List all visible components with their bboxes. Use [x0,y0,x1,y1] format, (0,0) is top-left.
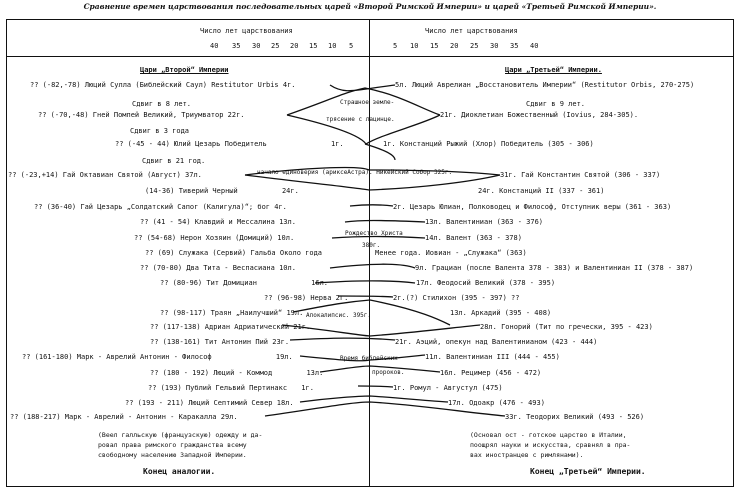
left-ruler-row: ?? (-45 - 44) Юлий Цезарь Победитель 1г. [115,140,344,148]
shift-label: Сдвиг в 8 лет. [132,100,192,108]
right-column-header: Цари „Третьей“ Империи. [505,66,602,74]
shift-label: Сдвиг в 21 год. [142,157,206,165]
left-tick: 25 [271,42,280,50]
annotation: 380г. [362,242,381,249]
figure-caption: Сравнение времен царствования последовательных царей «Второй Римской Империи» и царей «Третьей Римской Империи». [83,2,657,11]
right-tick: 30 [490,42,499,50]
right-tick: 10 [410,42,419,50]
left-ruler-row: ?? (36-40) Гай Цезарь „Солдатский Сапог (Калигула)“; бог 4г. [34,203,287,211]
left-footnote-line: (Веел галльскую (французскую) одежду и да- [98,431,263,439]
left-tick: 35 [232,42,241,50]
right-tick: 40 [530,42,539,50]
annotation: Апокалипсис. 395г. [306,312,372,319]
right-ruler-row: 2г.(?) Стилихон (395 - 397) ?? [393,294,520,302]
left-axis-title: Число лет царствования [200,27,293,35]
right-ruler-row: 1г. Ромул - Августул (475) [393,384,503,392]
annotation: трясение с лацинце. [326,116,395,123]
right-ruler-row: 33г. Теодорих Великий (493 - 526) [505,413,645,421]
left-ruler-row: ?? (98-117) Траян „Наилучший“ 19л. [160,309,304,317]
right-ruler-row: 1г. Констанций Рыжий (Хлор) Победитель (305 - 306) [383,140,594,148]
left-ruler-row: ?? (96-98) Нерва 2г. [264,294,349,302]
right-end-label: Конец „Третьей“ Империи. [530,467,646,476]
right-tick: 20 [450,42,459,50]
right-footnote-line: поощрял науки и искусства, сравнял в пра- [470,441,631,449]
curve-pair-7 [350,205,393,206]
left-ruler-row: (14-36) Тиверий Черный 24г. [145,187,299,195]
left-tick: 15 [309,42,318,50]
curve-pair-19 [300,396,448,402]
curve-pair-14 [282,325,480,336]
left-ruler-row: ?? (54-68) Нерон Хозяин (Домиций) 10л. [134,234,295,242]
left-tick: 20 [290,42,299,50]
curve-pair-11 [315,281,415,283]
right-ruler-row: 5л. Люций Аврелиан „Восстановитель Империи“ (Restitutor Orbis, 270-275) [395,81,695,89]
left-ruler-row: ?? (-82,-78) Люций Сулла (Библейский Саул) Restitutor Urbis 4г. [30,81,296,89]
left-ruler-row: ?? (41 - 54) Клавдий и Мессалина 13л. [140,218,296,226]
left-ruler-row: ?? (180 - 192) Люций - Коммод 13л. [150,369,324,377]
right-ruler-row: 13л. Аркадий (395 - 408) [450,309,552,317]
right-axis-title: Число лет царствования [425,27,518,35]
left-column-header: Цари „Второй“ Империи [140,66,229,74]
left-tick: 5 [349,42,354,50]
right-footnote-line: (Основал ост - готское царство в Италии, [470,431,627,439]
shift-label: Сдвиг в 9 лет. [526,100,586,108]
right-ruler-row: 2г. Цезарь Юлиан, Полководец и Философ, Отступник веры (361 - 363) [393,203,672,211]
right-tick: 25 [470,42,479,50]
left-ruler-row: ?? (-23,+14) Гай Октавиан Святой (Август) 37л. [8,171,202,179]
right-ruler-row: 21г. Аэций, опекун над Валентинианом (423 - 444) [395,338,598,346]
right-ruler-row: 16л. Рецимер (456 - 472) [440,369,542,377]
right-ruler-row: 14л. Валент (363 - 378) [425,234,522,242]
right-tick: 15 [430,42,439,50]
right-tick: 5 [393,42,398,50]
left-ruler-row: ?? (80-96) Тит Домициан 16л. [160,279,329,287]
annotation: Время библейских [340,355,398,362]
annotation: начало единоверия (ариксеАстра). Никейский Собор 325г. [257,169,453,176]
shift-label: Сдвиг в 3 года [130,127,190,135]
right-footnote-line: вах иностранцев с римлянами). [470,451,584,459]
left-ruler-row: ?? (138-161) Тит Антонин Пий 23г. [150,338,290,346]
curve-pair-10 [330,264,415,268]
left-ruler-row: ?? (161-180) Марк - Аврелий Антонин - Философ 19л. [22,353,293,361]
left-tick: 10 [328,42,337,50]
left-footnote-line: ровал права римского гражданства всему [98,441,247,449]
annotation: пророков. [372,369,405,376]
annotation: Страшное земле- [340,99,395,106]
left-end-label: Конец аналогии. [143,467,216,476]
right-ruler-row: 28л. Гонорий (Тит по гречески, 395 - 423) [480,323,653,331]
left-ruler-row: ?? (117-138) Адриан Адриатический 21г. [150,323,311,331]
curve-pair-15 [290,338,395,340]
right-ruler-row: 24г. Констанций II (337 - 361) [478,187,605,195]
left-tick: 40 [210,42,219,50]
left-ruler-row: ?? (-70,-48) Гней Помпей Великий, Триумватор 22г. [38,111,245,119]
right-ruler-row: 13л. Валентиниан (363 - 376) [425,218,544,226]
curve-pair-18 [358,386,393,387]
left-ruler-row: ?? (70-80) Два Тита - Веспасиана 10л. [140,264,296,272]
right-ruler-row: 21г. Диоклетиан Божественный (Iovius, 284-305). [440,111,639,119]
left-tick: 30 [252,42,261,50]
curve-pair-8 [345,221,425,223]
right-tick: 35 [510,42,519,50]
right-ruler-row: Менее года. Иовиан - „Служака“ (363) [375,249,527,257]
right-ruler-row: 17л. Феодосий Великий (378 - 395) [416,279,556,287]
left-ruler-row: ?? (193) Публий Гельвий Пертинакс 1г. [148,384,314,392]
left-ruler-row: ?? (69) Служака (Сервий) Гальба Около года [145,249,323,257]
right-ruler-row: 11л. Валентиниан III (444 - 455) [425,353,560,361]
left-ruler-row: ?? (193 - 211) Люций Септимий Север 18л. [125,399,294,407]
right-ruler-row: 17л. Одоакр (476 - 493) [448,399,545,407]
right-ruler-row: 9л. Грациан (после Валента 378 - 383) и Валентиниан II (378 - 387) [415,264,694,272]
annotation: Рождество Христа [345,230,403,237]
left-ruler-row: ?? (188-217) Марк - Аврелий - Антонин - Каракалла 29л. [10,413,238,421]
right-ruler-row: 31г. Гай Константин Святой (306 - 337) [500,171,661,179]
left-footnote-line: свободному населению Западной Империи. [98,451,247,459]
